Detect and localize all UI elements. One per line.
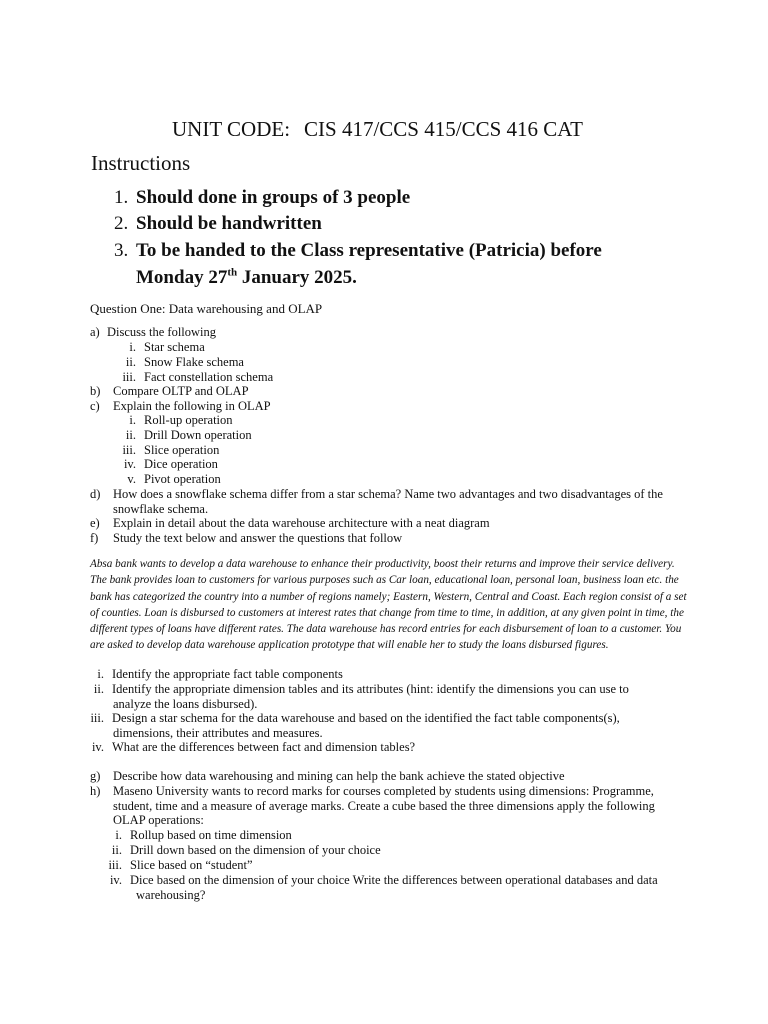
instruction-item: 1. Should done in groups of 3 people (114, 187, 411, 208)
case-study-passage: Absa bank wants to develop a data warehouse to enhance their productivity, boost their returns and improve their service delivery. The bank provides loan to customers for various purposes such as Car loan, educational loan, personal loan, business loan etc. the bank has categorized the country into a number of regions namely; Eastern, Western, Central and Coast. Each region consist of a set of counties. Loan is disbursed to customers at interest rates that change from time to time, in addition, at any given point in time, the different types of loans have different rates. The data warehouse has record entries for each disbursement of loan to a customer. You are asked to develop data warehouse application prototype that will enable her to study the loans disbursed figures. (90, 558, 687, 652)
sub-item: ii. Identify the appropriate dimension tables and its attributes (hint: identify the dimensions you can use to (93, 682, 629, 696)
question-item-g: g) Describe how data warehousing and mining can help the bank achieve the stated objective (90, 769, 565, 783)
question-one-title: Question One: Data warehousing and OLAP (90, 301, 323, 316)
sub-item: iii. Slice operation (122, 443, 220, 457)
sub-item: i. Roll-up operation (129, 413, 233, 427)
sub-item: i. Identify the appropriate fact table components (97, 667, 343, 681)
sub-item: i. Star schema (129, 340, 205, 354)
question-item-e: e) Explain in detail about the data warehouse architecture with a neat diagram (90, 516, 490, 530)
question-item-h-continuation: OLAP operations: (113, 813, 204, 827)
question-item-h: h) Maseno University wants to record marks for courses completed by students using dimensions: Programme, (90, 784, 654, 798)
sub-item: iv. Dice operation (123, 457, 218, 471)
question-item-d-continuation: snowflake schema. (113, 502, 209, 516)
question-item-d: d) How does a snowflake schema differ from a star schema? Name two advantages and two disadvantages of the (90, 487, 663, 501)
instructions-heading: Instructions (91, 151, 191, 175)
question-item-a: a) Discuss the following (90, 325, 217, 339)
question-item-f: f) Study the text below and answer the questions that follow (90, 531, 403, 545)
sub-item-continuation: analyze the loans disbursed). (113, 697, 258, 711)
sub-item: ii. Snow Flake schema (125, 355, 244, 369)
question-item-h-continuation: student, time and a measure of average marks. Create a cube based the three dimensions apply the following (113, 799, 655, 813)
unit-code-value: CIS 417/CCS 415/CCS 416 CAT (304, 117, 583, 141)
question-item-c: c) Explain the following in OLAP (90, 399, 271, 413)
unit-code-label: UNIT CODE: (172, 117, 291, 141)
sub-item: v. Pivot operation (127, 472, 221, 486)
question-item-b: b) Compare OLTP and OLAP (90, 384, 249, 398)
sub-item: iii. Slice based on “student” (108, 858, 253, 872)
sub-item: iv. What are the differences between fact and dimension tables? (91, 740, 416, 754)
sub-item-continuation: dimensions, their attributes and measures. (113, 726, 323, 740)
instruction-item: 3. To be handed to the Class representative (Patricia) before (114, 240, 602, 261)
instruction-item: 2. Should be handwritten (114, 213, 322, 234)
sub-item: iii. Fact constellation schema (122, 370, 274, 384)
sub-item-continuation: warehousing? (136, 888, 206, 902)
sub-item: iv. Dice based on the dimension of your choice Write the differences between operational databases and data (109, 873, 658, 887)
sub-item: iii. Design a star schema for the data warehouse and based on the identified the fact table components(s), (90, 711, 620, 725)
unit-code-heading (172, 117, 583, 142)
sub-item: ii. Drill Down operation (125, 428, 252, 442)
sub-item: i. Rollup based on time dimension (115, 828, 292, 842)
sub-item: ii. Drill down based on the dimension of your choice (111, 843, 381, 857)
instruction-item-continuation: Monday 27th January 2025. (136, 266, 357, 288)
